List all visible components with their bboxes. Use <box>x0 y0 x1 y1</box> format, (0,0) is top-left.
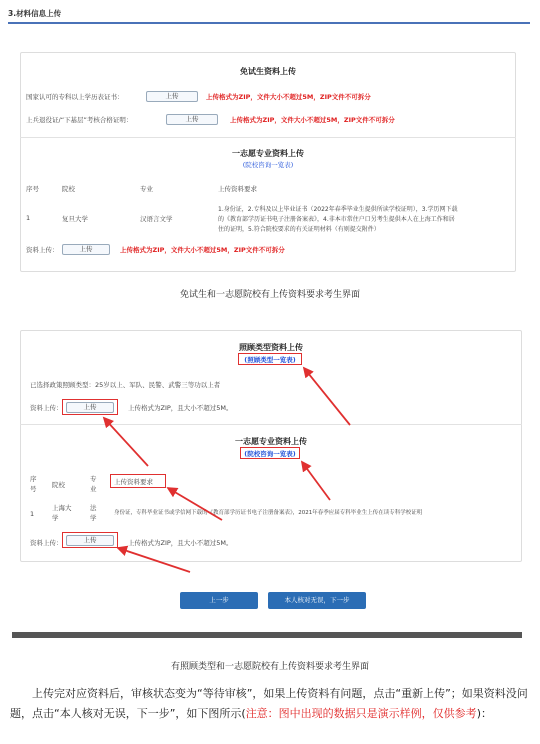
arrow-material-upload <box>118 548 190 572</box>
arrow-requirements <box>168 488 222 520</box>
veteran-cert-upload-hint: 上传格式为ZIP，文件大小不超过5M，ZIP文件不可拆分 <box>230 116 395 124</box>
material-upload-hint: 上传格式为ZIP，文件大小不超过5M，ZIP文件不可拆分 <box>120 246 285 254</box>
material-upload-button-2[interactable]: 上传 <box>66 535 114 546</box>
col2-no-line2: 号 <box>30 485 37 493</box>
policy-type-link[interactable]: (照顾类型一览表) <box>244 356 296 364</box>
col2-header-requirements: 上传资料要求 <box>114 478 153 486</box>
veteran-cert-upload-button[interactable]: 上传 <box>166 114 218 125</box>
row2-major-line1: 法 <box>90 504 97 512</box>
exempt-upload-title: 免试生资料上传 <box>240 67 296 76</box>
diploma-upload-hint: 上传格式为ZIP，文件大小不超过5M，ZIP文件不可拆分 <box>206 93 371 101</box>
col2-header-school: 院校 <box>52 481 65 489</box>
row2-no: 1 <box>30 510 35 518</box>
material-upload-label-2: 资料上传： <box>30 539 63 547</box>
row-school: 复旦大学 <box>62 215 88 223</box>
instruction-paragraph <box>10 684 534 724</box>
paragraph-text-2: )： <box>476 707 492 720</box>
row-req-line1: 1.身份证，2.专科及以上毕业证书（2022年春季毕业生提供所读学校证明），3.学历网下载 <box>218 206 458 213</box>
selected-policy-label: 已选择政策照顾类型：25岁以上、军队、民警、武警三等功以上者 <box>30 381 221 389</box>
col-header-no: 序号 <box>26 185 39 193</box>
row-req-line3: 住的证明，5.符合院校要求的有关证明材料（有则提交附件） <box>218 226 380 233</box>
first-choice-title-2: 一志愿专业资料上传 <box>235 437 307 446</box>
school-consult-link[interactable]: (院校咨询一览表) <box>242 161 294 169</box>
material-upload-hint-2: 上传格式为ZIP，且大小不超过5M。 <box>128 539 233 547</box>
col2-major-line1: 专 <box>90 475 97 483</box>
first-choice-title: 一志愿专业资料上传 <box>232 149 304 158</box>
row-major: 汉语言文学 <box>140 215 173 223</box>
policy-upload-button[interactable]: 上传 <box>66 402 114 413</box>
diploma-upload-button[interactable]: 上传 <box>146 91 198 102</box>
material-upload-label: 资料上传： <box>26 246 59 254</box>
row-req-line2: 的《教育部学历证书电子注册备案表》，4.非本市常住户口另考生提供本人在上海工作和居 <box>218 216 455 223</box>
col2-major-line2: 业 <box>90 485 97 493</box>
paragraph-text-1: 上传完对应资料后，审核状态变为“等待审核”，如果上传资料有问题，点击“重新上传”；如果资料没问题，点击“本人核对无误，下一步”，如下图所示( <box>10 687 528 720</box>
image-bottom-edge <box>12 632 522 638</box>
arrow-policy-upload <box>104 418 148 466</box>
policy-upload-label: 资料上传： <box>30 404 63 412</box>
caption-policy: 有照顾类型和一志愿院校有上传资料要求考生界面 <box>170 662 369 672</box>
arrow-consult-link <box>302 462 330 500</box>
arrow-policy-link <box>304 368 350 425</box>
school-consult-link-2[interactable]: (院校咨询一览表) <box>244 450 296 458</box>
row-no: 1 <box>26 214 31 222</box>
row2-major-line2: 学 <box>90 514 97 522</box>
veteran-cert-label: 上兵退役证/“下基层”考核合格证明： <box>26 116 133 124</box>
material-upload-button[interactable]: 上传 <box>62 244 110 255</box>
row2-requirements: 身份证，专科毕业证书或学信网下载的《教育部学历证书电子注册备案表》，2021年春季应届专科毕业生上传在读专科学校证明 <box>114 510 423 516</box>
col2-no-line1: 序 <box>30 475 37 483</box>
policy-upload-hint: 上传格式为ZIP，且大小不超过5M。 <box>128 404 233 412</box>
prev-step-button[interactable]: 上一步 <box>180 592 258 609</box>
diploma-label: 国家认可的专科以上学历表证书： <box>26 93 124 101</box>
row2-school-line2: 学 <box>52 514 59 522</box>
confirm-next-button[interactable]: 本人核对无误，下一步 <box>268 592 366 609</box>
policy-upload-title: 照顾类型资料上传 <box>239 343 303 352</box>
col-header-major: 专业 <box>140 185 153 193</box>
row2-school-line1: 上海大 <box>52 504 72 512</box>
paragraph-note: 注意：图中出现的数据只是演示样例，仅供参考 <box>245 707 477 720</box>
col-header-school: 院校 <box>62 185 75 193</box>
section-title: 3.材料信息上传 <box>8 9 62 18</box>
col-header-requirements: 上传资料要求 <box>218 185 257 193</box>
caption-exempt: 免试生和一志愿院校有上传资料要求考生界面 <box>179 290 360 300</box>
